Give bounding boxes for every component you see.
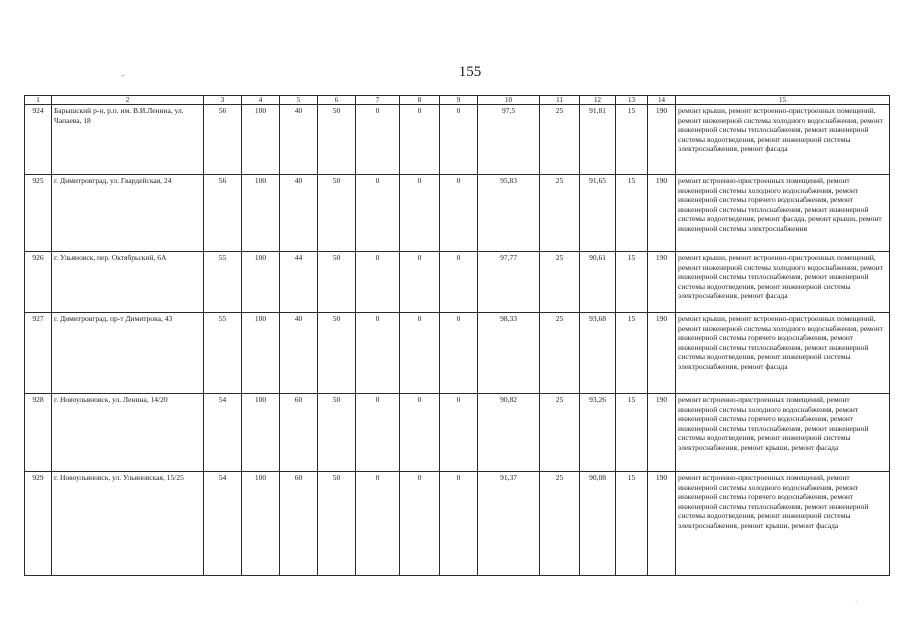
value-cell: 15 <box>616 105 648 175</box>
value-cell: 0 <box>440 175 478 252</box>
address-cell: г. Димитровград, пр-т Димитрова, 43 <box>52 313 204 394</box>
value-cell: 0 <box>356 175 400 252</box>
value-cell: 0 <box>400 313 440 394</box>
value-cell: 100 <box>242 105 280 175</box>
value-cell: 25 <box>540 313 580 394</box>
value-cell: 25 <box>540 472 580 576</box>
value-cell: 0 <box>440 394 478 472</box>
value-cell: 0 <box>400 105 440 175</box>
value-cell: 54 <box>204 394 242 472</box>
value-cell: 97,77 <box>478 252 540 313</box>
value-cell: 0 <box>400 472 440 576</box>
address-cell: Барышский р-н, р.п. им. В.И.Ленина, ул. Чапаева, 18 <box>52 105 204 175</box>
value-cell: 98,33 <box>478 313 540 394</box>
address-cell: г. Новоульяновск, ул. Ульяновская, 15/25 <box>52 472 204 576</box>
value-cell: 15 <box>616 252 648 313</box>
column-number: 4 <box>242 96 280 105</box>
column-number: 13 <box>616 96 648 105</box>
value-cell: 190 <box>648 472 676 576</box>
column-number: 12 <box>580 96 616 105</box>
value-cell: 15 <box>616 394 648 472</box>
value-cell: 190 <box>648 105 676 175</box>
value-cell: 56 <box>204 105 242 175</box>
table-row <box>25 175 890 252</box>
table-row <box>25 313 890 394</box>
row-number: 928 <box>25 394 52 472</box>
table-row <box>25 252 890 313</box>
value-cell: 0 <box>400 394 440 472</box>
value-cell: 15 <box>616 313 648 394</box>
value-cell: 100 <box>242 472 280 576</box>
column-number: 2 <box>52 96 204 105</box>
value-cell: 91,81 <box>580 105 616 175</box>
address-cell: г. Димитровград, ул. Гвардейская, 24 <box>52 175 204 252</box>
works-cell: ремонт крыши, ремонт встроенно-пристроенных помещений, ремонт инженерной системы холодного водоснабжения, ремонт инженерной системы теплоснабжения, ремонт инженерной системы водоотведения, ремонт инженерной системы электроснабжения, ремонт фасада <box>676 105 890 175</box>
value-cell: 0 <box>440 313 478 394</box>
value-cell: 0 <box>400 252 440 313</box>
column-number: 10 <box>478 96 540 105</box>
value-cell: 0 <box>440 252 478 313</box>
address-cell: г. Ульяновск, пер. Октябрьский, 6А <box>52 252 204 313</box>
value-cell: 50 <box>318 105 356 175</box>
value-cell: 100 <box>242 252 280 313</box>
value-cell: 0 <box>356 394 400 472</box>
value-cell: 50 <box>318 472 356 576</box>
value-cell: 90,08 <box>580 472 616 576</box>
row-number: 927 <box>25 313 52 394</box>
value-cell: 50 <box>318 175 356 252</box>
scan-mark: ˜ <box>122 74 125 82</box>
value-cell: 50 <box>318 394 356 472</box>
value-cell: 55 <box>204 313 242 394</box>
works-cell: ремонт встроенно-пристроенных помещений, ремонт инженерной системы холодного водоснабжения, ремонт инженерной системы горячего водоснабжения, ремонт инженерной системы теплоснабжения, ремонт инженерной системы водоотведения, ремонт инженерной системы электроснабжения, ремонт крыши, ремонт фасада <box>676 394 890 472</box>
works-cell: ремонт встроенно-пристроенных помещений, ремонт инженерной системы холодного водоснабжения, ремонт инженерной системы горячего водоснабжения, ремонт инженерной системы теплоснабжения, ремонт инженерной системы водоотведения, ремонт инженерной системы электроснабжения, ремонт крыши, ремонт фасада <box>676 472 890 576</box>
value-cell: 44 <box>280 252 318 313</box>
value-cell: 15 <box>616 472 648 576</box>
column-number: 11 <box>540 96 580 105</box>
row-number: 929 <box>25 472 52 576</box>
value-cell: 95,83 <box>478 175 540 252</box>
works-cell: ремонт крыши, ремонт встроенно-пристроенных помещений, ремонт инженерной системы холодного водоснабжения, ремонт инженерной системы горячего водоснабжения, ремонт инженерной системы теплоснабжения, ремонт инженерной системы водоотведения, ремонт инженерной системы электроснабжения, ремонт фасада <box>676 313 890 394</box>
value-cell: 25 <box>540 105 580 175</box>
value-cell: 60 <box>280 394 318 472</box>
address-cell: г. Новоульяновск, ул. Ленина, 14/20 <box>52 394 204 472</box>
table-row <box>25 394 890 472</box>
value-cell: 100 <box>242 313 280 394</box>
value-cell: 91,65 <box>580 175 616 252</box>
value-cell: 15 <box>616 175 648 252</box>
column-number: 14 <box>648 96 676 105</box>
value-cell: 54 <box>204 472 242 576</box>
value-cell: 0 <box>400 175 440 252</box>
value-cell: 25 <box>540 252 580 313</box>
value-cell: 40 <box>280 175 318 252</box>
value-cell: 40 <box>280 313 318 394</box>
column-number: 6 <box>318 96 356 105</box>
column-number: 1 <box>25 96 52 105</box>
value-cell: 25 <box>540 394 580 472</box>
value-cell: 90,82 <box>478 394 540 472</box>
row-number: 925 <box>25 175 52 252</box>
value-cell: 56 <box>204 175 242 252</box>
value-cell: 100 <box>242 394 280 472</box>
value-cell: 97,5 <box>478 105 540 175</box>
value-cell: 190 <box>648 252 676 313</box>
column-number: 5 <box>280 96 318 105</box>
scan-mark: · <box>855 598 858 606</box>
value-cell: 190 <box>648 313 676 394</box>
column-number: 3 <box>204 96 242 105</box>
value-cell: 50 <box>318 313 356 394</box>
works-cell: ремонт крыши, ремонт встроенно-пристроенных помещений, ремонт инженерной системы холодного водоснабжения, ремонт инженерной системы теплоснабжения, ремонт инженерной системы водоотведения, ремонт инженерной системы электроснабжения, ремонт фасада <box>676 252 890 313</box>
value-cell: 55 <box>204 252 242 313</box>
value-cell: 93,68 <box>580 313 616 394</box>
value-cell: 93,26 <box>580 394 616 472</box>
row-number: 926 <box>25 252 52 313</box>
register-table <box>24 95 890 576</box>
table-row <box>25 472 890 576</box>
value-cell: 0 <box>440 472 478 576</box>
column-number-row <box>25 96 890 105</box>
value-cell: 91,37 <box>478 472 540 576</box>
value-cell: 25 <box>540 175 580 252</box>
value-cell: 50 <box>318 252 356 313</box>
value-cell: 90,61 <box>580 252 616 313</box>
value-cell: 0 <box>356 472 400 576</box>
page-number: 155 <box>458 64 482 80</box>
column-number: 9 <box>440 96 478 105</box>
value-cell: 0 <box>356 105 400 175</box>
value-cell: 100 <box>242 175 280 252</box>
works-cell: ремонт встроенно-пристроенных помещений, ремонт инженерной системы холодного водоснабжения, ремонт инженерной системы горячего водоснабжения, ремонт инженерной системы теплоснабжения, ремонт инженерной системы водоотведения, ремонт фасада, ремонт крыши, ремонт инженерной системы электроснабжения <box>676 175 890 252</box>
column-number: 7 <box>356 96 400 105</box>
column-number: 15 <box>676 96 890 105</box>
value-cell: 0 <box>440 105 478 175</box>
column-number: 8 <box>400 96 440 105</box>
value-cell: 190 <box>648 394 676 472</box>
value-cell: 40 <box>280 105 318 175</box>
value-cell: 190 <box>648 175 676 252</box>
value-cell: 60 <box>280 472 318 576</box>
value-cell: 0 <box>356 252 400 313</box>
table-row <box>25 105 890 175</box>
value-cell: 0 <box>356 313 400 394</box>
row-number: 924 <box>25 105 52 175</box>
